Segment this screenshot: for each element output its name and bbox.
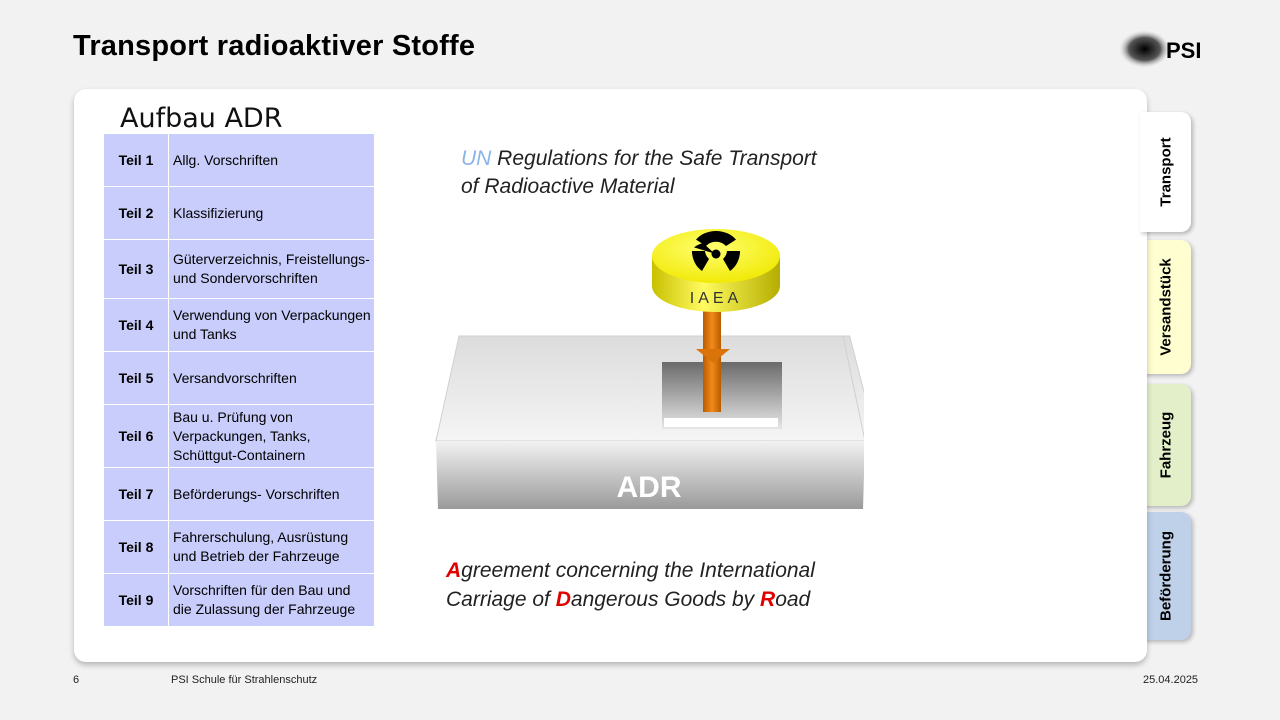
part-number: Teil 8: [104, 521, 169, 574]
agreement-a: A: [446, 559, 462, 582]
part-description: Güterverzeichnis, Freistellungs- und Sondervorschriften: [169, 240, 375, 299]
agreement-p1: greement concerning the International: [461, 559, 815, 582]
part-description: Fahrerschulung, Ausrüstung und Betrieb der Fahrzeuge: [169, 521, 375, 574]
un-line1: Regulations for the Safe Transport: [491, 147, 817, 170]
iaea-adr-diagram: [434, 219, 864, 529]
agreement-p3: angerous Goods by: [570, 588, 761, 611]
part-number: Teil 5: [104, 352, 169, 405]
table-row: [104, 468, 375, 521]
table-row: [104, 187, 375, 240]
table-row: [104, 352, 375, 405]
iaea-stamp-label: IAEA: [689, 290, 743, 307]
part-number: Teil 1: [104, 134, 169, 187]
footer-page-number: 6: [73, 674, 80, 686]
footer-school: PSI Schule für Strahlenschutz: [171, 674, 318, 686]
tab-fahrzeug[interactable]: [1140, 384, 1191, 506]
part-number: Teil 2: [104, 187, 169, 240]
un-regulations-text: [461, 145, 817, 201]
un-line2: of Radioactive Material: [461, 175, 675, 198]
part-description: Verwendung von Verpackungen und Tanks: [169, 299, 375, 352]
part-description: Beförderungs- Vorschriften: [169, 468, 375, 521]
tab-versandstueck-label: Versandstück: [1157, 258, 1174, 356]
table-row: [104, 240, 375, 299]
part-number: Teil 4: [104, 299, 169, 352]
part-number: Teil 9: [104, 574, 169, 627]
iaea-stamp: [652, 229, 780, 312]
part-description: Bau u. Prüfung von Verpackungen, Tanks, Schüttgut-Containern: [169, 405, 375, 468]
part-number: Teil 6: [104, 405, 169, 468]
tab-versandstueck[interactable]: [1140, 240, 1191, 374]
tab-transport[interactable]: [1140, 112, 1191, 232]
tab-befoerderung-label: Beförderung: [1157, 531, 1174, 621]
adr-agreement-text: [446, 556, 815, 614]
part-description: Allg. Vorschriften: [169, 134, 375, 187]
part-description: Vorschriften für den Bau und die Zulassung der Fahrzeuge: [169, 574, 375, 627]
logo-text: PSI: [1166, 38, 1202, 63]
part-description: Klassifizierung: [169, 187, 375, 240]
section-subtitle: Aufbau ADR: [120, 103, 283, 134]
footer-date: 25.04.2025: [1143, 674, 1199, 686]
part-number: Teil 3: [104, 240, 169, 299]
adr-block: [436, 336, 864, 509]
part-description: Versandvorschriften: [169, 352, 375, 405]
slide-title: Transport radioaktiver Stoffe: [73, 30, 476, 62]
table-row: [104, 574, 375, 627]
tab-befoerderung[interactable]: [1140, 512, 1191, 640]
adr-parts-table: [103, 133, 375, 627]
tab-transport-label: Transport: [1157, 137, 1174, 207]
agreement-p2: Carriage of: [446, 588, 556, 611]
table-row: [104, 134, 375, 187]
un-abbrev: UN: [461, 147, 492, 170]
agreement-d: D: [555, 588, 571, 611]
agreement-r: R: [760, 588, 776, 611]
table-row: [104, 521, 375, 574]
table-row: [104, 405, 375, 468]
adr-block-label: ADR: [616, 471, 682, 504]
content-panel: [74, 89, 1147, 662]
table-row: [104, 299, 375, 352]
agreement-p4: oad: [775, 588, 811, 611]
tab-fahrzeug-label: Fahrzeug: [1157, 411, 1174, 479]
part-number: Teil 7: [104, 468, 169, 521]
